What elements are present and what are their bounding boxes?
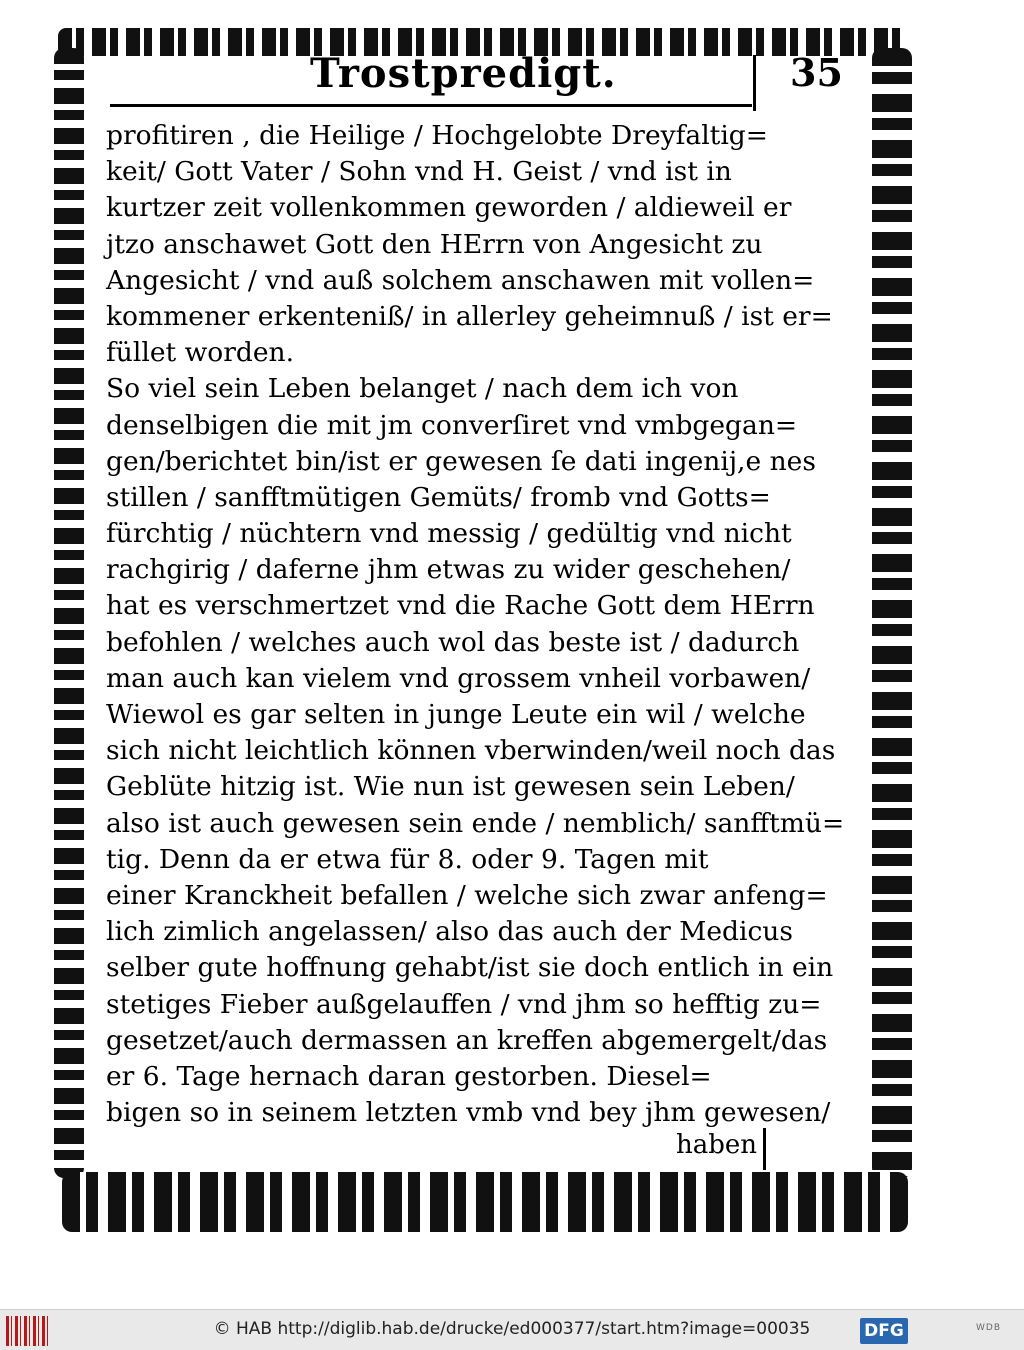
text-line: bigen so in seinem letzten vmb vnd bey jhm gewesen/ <box>106 1097 831 1129</box>
ornament-border-left <box>54 48 84 1178</box>
text-line: kurtzer zeit vollenkommen geworden / aldieweil er <box>106 192 792 224</box>
page-number: 35 <box>790 50 843 95</box>
text-line: gesetzet/auch dermassen an kreffen abgemergelt/das <box>106 1024 828 1056</box>
text-line: also ist auch gewesen sein ende / nemblich/ sanfftmü= <box>106 807 845 839</box>
text-line: sich nicht leichtlich können vberwinden/weil noch das <box>106 735 836 767</box>
text-line: Angesicht / vnd auß solchem anschawen mit vollen= <box>106 264 815 296</box>
viewer-footer <box>0 1309 1024 1350</box>
page-title: Trostpredigt. <box>310 50 617 97</box>
header-rule-vertical <box>753 55 756 111</box>
text-line: keit/ Gott Vater / Sohn vnd H. Geist / vnd ist in <box>106 156 732 188</box>
header-rule-horizontal <box>110 104 752 107</box>
text-line: stetiges Fieber außgelauffen / vnd jhm so hefftig zu= <box>106 988 822 1020</box>
text-line: man auch kan vielem vnd grossem vnheil vorbawen/ <box>106 662 811 694</box>
text-line: rachgirig / daferne jhm etwas zu wider geschehen/ <box>106 554 791 586</box>
text-line: hat es verschmertzet vnd die Rache Gott dem HErrn <box>106 590 815 622</box>
ornament-border-bottom <box>62 1172 908 1232</box>
text-line: kommener erkenteniß/ in allerley geheimnuß / ist er= <box>106 300 833 332</box>
text-line: jtzo anschawet Gott den HErrn von Angesicht zu <box>106 228 763 260</box>
ornament-border-right <box>872 48 912 1178</box>
text-line: denselbigen die mit jm converſiret vnd vmbgegan= <box>106 409 798 441</box>
dfg-logo[interactable]: DFG <box>860 1318 908 1344</box>
text-line: Wiewol es gar selten in junge Leute ein wil / welche <box>106 699 806 730</box>
text-line: Geblüte hitzig ist. Wie nun ist gewesen sein Leben/ <box>106 771 795 803</box>
text-line: lich zimlich angelassen/ also das auch der Medicus <box>106 916 793 948</box>
text-line: So viel sein Leben belanget / nach dem ich von <box>106 373 739 405</box>
copyright-link[interactable]: © HAB http://diglib.hab.de/drucke/ed000377/start.htm?image=00035 <box>213 1319 811 1339</box>
catchword-rule <box>763 1128 766 1170</box>
text-line: selber gute hoffnung gehabt/ist sie doch entlich in ein <box>106 952 834 984</box>
text-line: tig. Denn da er etwa für 8. oder 9. Tagen mit <box>106 843 709 875</box>
text-line: profitiren , die Heilige / Hochgelobte Dreyfaltig= <box>106 120 768 151</box>
text-line: gen/berichtet bin/ist er gewesen ſe dati ingenij,e nes <box>106 445 816 477</box>
text-line: füllet worden. <box>106 337 295 369</box>
text-line: befohlen / welches auch wol das beste ist / dadurch <box>106 626 800 658</box>
text-line: fürchtig / nüchtern vnd messig / gedültig vnd nicht <box>106 518 792 550</box>
body-text <box>106 118 845 1131</box>
catchword: haben <box>676 1130 758 1160</box>
text-line: stillen / sanfftmütigen Gemüts/ fromb vnd Gotts= <box>106 481 771 513</box>
text-line: einer Kranckheit befallen / welche sich zwar anfeng= <box>106 879 828 911</box>
text-line: er 6. Tage hernach daran gestorben. Diesel= <box>106 1060 712 1092</box>
wdb-mark: WDB <box>976 1323 1002 1333</box>
